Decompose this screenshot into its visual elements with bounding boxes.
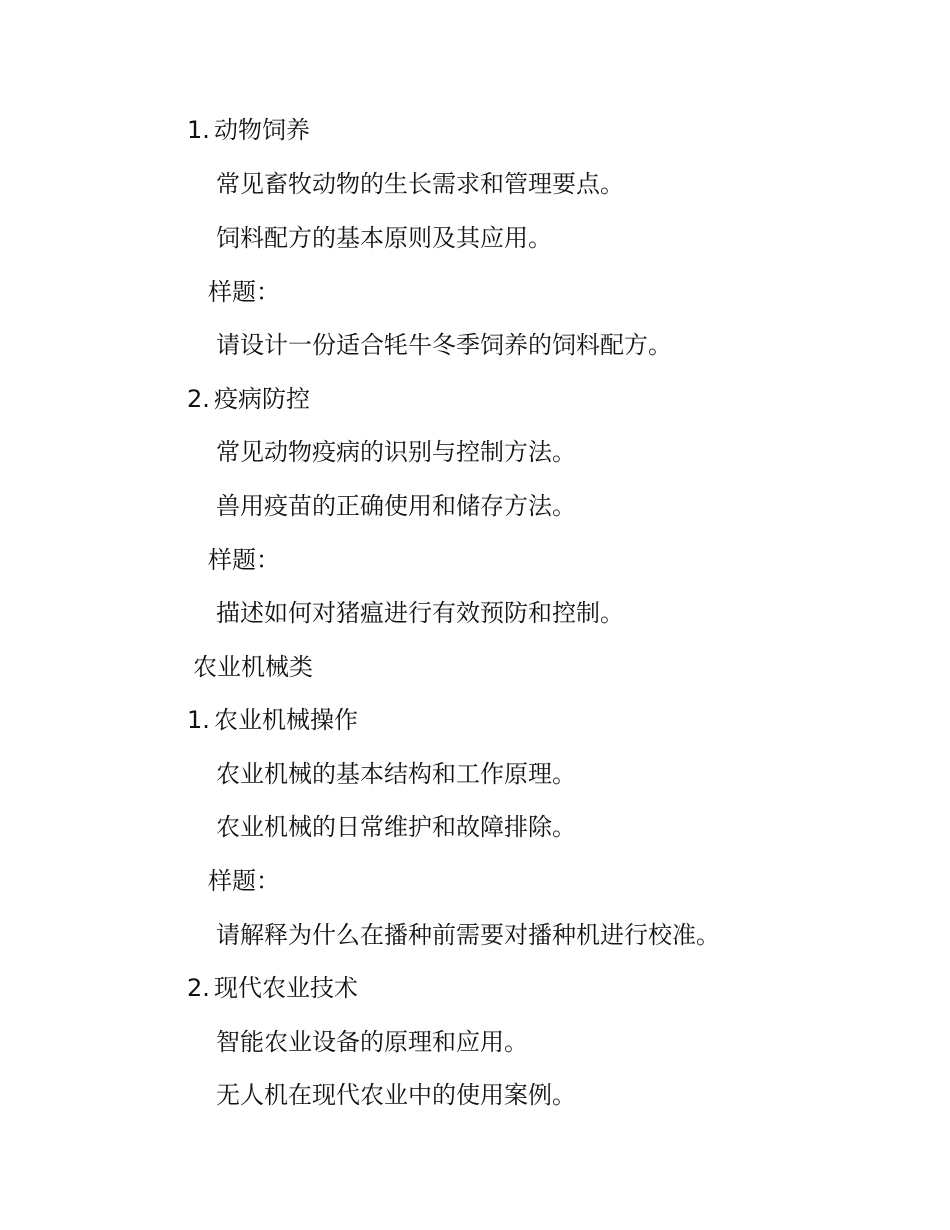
numbered-heading xyxy=(187,973,358,1003)
list-item: 饲料配方的基本原则及其应用。 xyxy=(216,224,552,252)
sample-label: 样题： xyxy=(208,867,280,895)
list-item: 请解释为什么在播种前需要对播种机进行校准。 xyxy=(216,921,720,949)
list-item: 农业机械的日常维护和故障排除。 xyxy=(216,813,576,841)
heading-text: 动物饲养 xyxy=(214,116,310,144)
heading-number: 2. xyxy=(187,385,210,413)
heading-text: 农业机械操作 xyxy=(214,706,358,734)
numbered-heading xyxy=(187,384,310,414)
heading-text: 现代农业技术 xyxy=(214,974,358,1002)
list-item: 描述如何对猪瘟进行有效预防和控制。 xyxy=(216,599,624,627)
list-item: 常见畜牧动物的生长需求和管理要点。 xyxy=(216,170,624,198)
sample-label: 样题： xyxy=(208,546,280,574)
heading-text: 疫病防控 xyxy=(214,385,310,413)
heading-number: 1. xyxy=(187,116,210,144)
list-item: 常见动物疫病的识别与控制方法。 xyxy=(216,438,576,466)
numbered-heading xyxy=(187,705,358,735)
list-item: 农业机械的基本结构和工作原理。 xyxy=(216,760,576,788)
list-item: 请设计一份适合牦牛冬季饲养的饲料配方。 xyxy=(216,331,672,359)
list-item: 智能农业设备的原理和应用。 xyxy=(216,1028,528,1056)
list-item: 无人机在现代农业中的使用案例。 xyxy=(216,1081,576,1109)
heading-number: 1. xyxy=(187,706,210,734)
sample-label: 样题： xyxy=(208,278,280,306)
section-heading: 农业机械类 xyxy=(193,653,313,681)
numbered-heading xyxy=(187,115,310,145)
list-item: 兽用疫苗的正确使用和储存方法。 xyxy=(216,492,576,520)
heading-number: 2. xyxy=(187,974,210,1002)
